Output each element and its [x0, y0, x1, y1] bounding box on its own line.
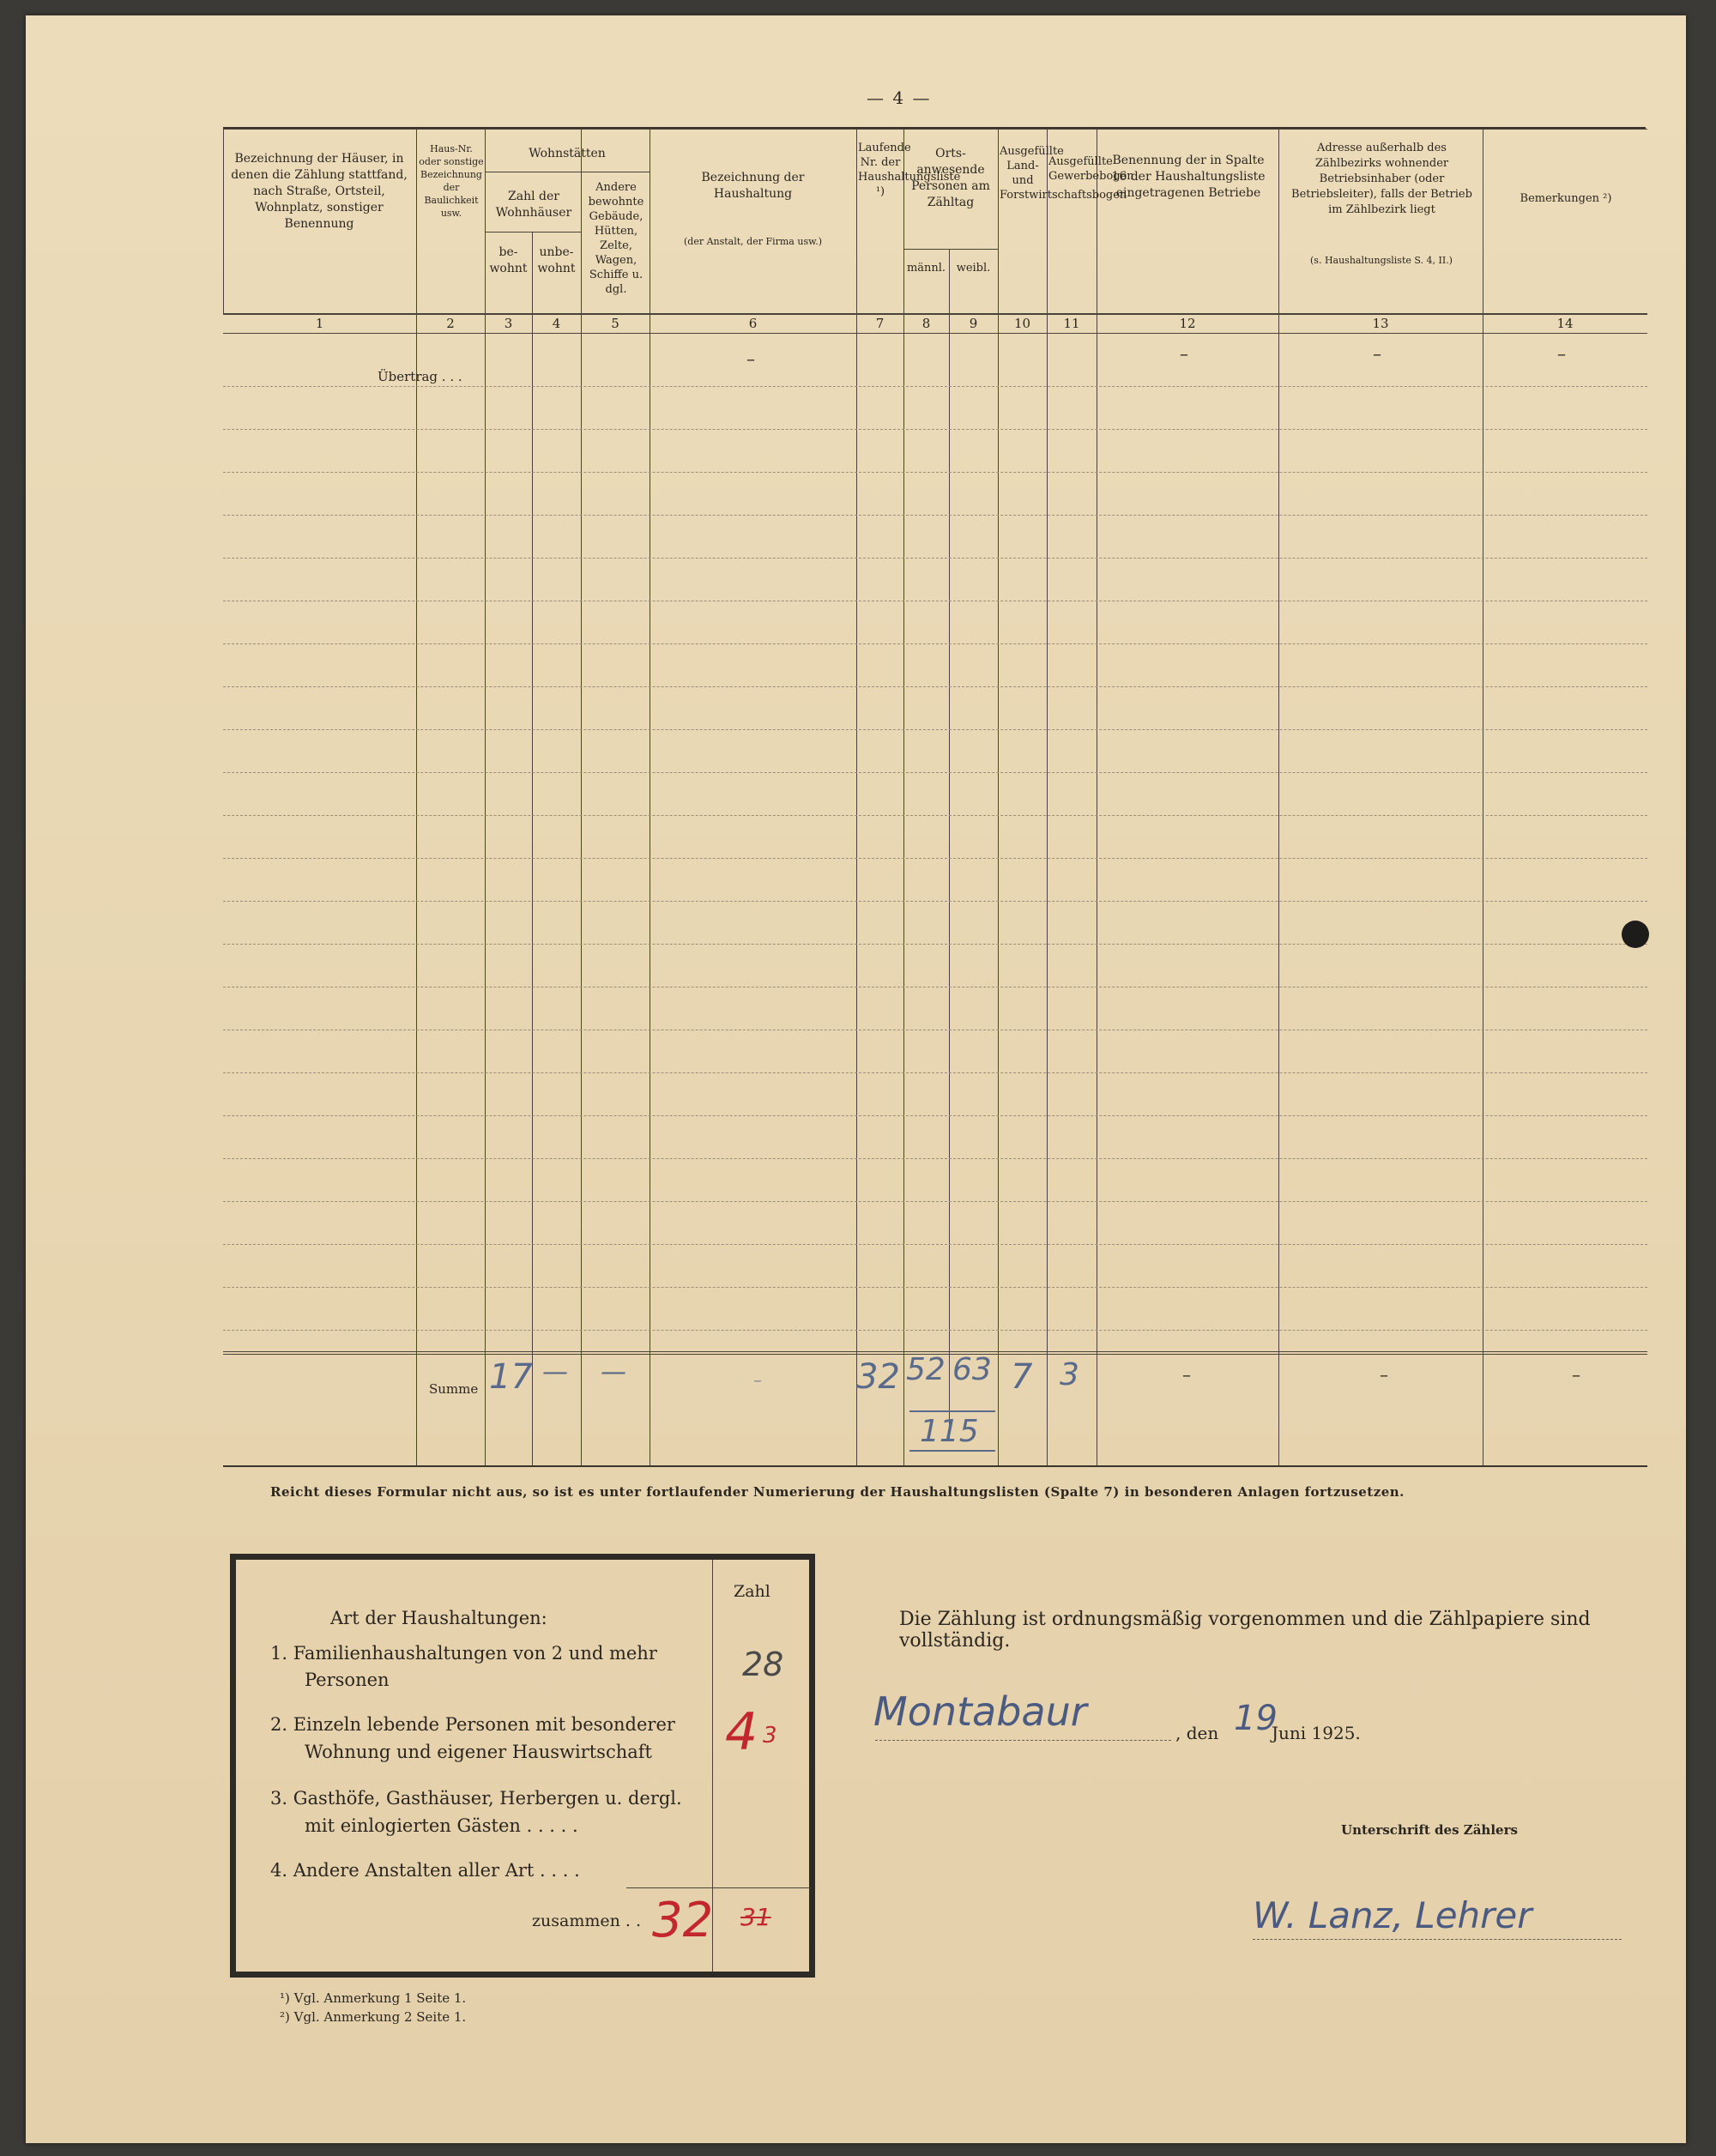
census-form-page — [26, 15, 1686, 2143]
total-struck-value: 31 — [740, 1903, 771, 1931]
ruled-row — [223, 815, 1647, 816]
col-number: 10 — [1013, 316, 1031, 331]
ortsanwesende-header: Orts-anwesende Personen am Zähltag — [911, 147, 990, 209]
col-5-header: Andere bewohnte Gebäude, Hütten, Zelte, Wagen, Schiffe u. dgl. — [588, 181, 644, 296]
summe-col9: 63 — [952, 1352, 992, 1387]
ruled-row — [223, 515, 1647, 516]
summe-col5: — — [601, 1357, 626, 1387]
col-line — [949, 249, 950, 1441]
place-handwritten: Montabaur — [873, 1688, 1087, 1735]
col-number: 2 — [446, 316, 455, 331]
ruled-row — [223, 858, 1647, 859]
row-line — [223, 129, 1647, 130]
ruled-row — [223, 944, 1647, 945]
col-number: 13 — [1372, 316, 1389, 331]
footnote-1: ¹) Vgl. Anmerkung 1 Seite 1. — [280, 1990, 467, 2006]
col-6-header: Bezeichnung der Haushaltung — [701, 171, 805, 201]
ruled-row — [223, 1244, 1647, 1245]
summe-label: Summe — [429, 1381, 479, 1397]
ruled-row — [223, 386, 1647, 387]
ruled-row — [223, 686, 1647, 687]
row-line — [485, 232, 581, 233]
sum-underline — [909, 1450, 995, 1452]
ruled-row — [223, 472, 1647, 473]
total-value: 32 — [652, 1893, 714, 1948]
item-2-struck-value: 3 — [763, 1723, 777, 1748]
ruled-row — [223, 1115, 1647, 1116]
uebertrag-col13: – — [1373, 343, 1381, 364]
continuation-notice: Reicht dieses Formular nicht aus, so ist es unter fortlaufender Numerierung der Haushaltungslisten (Spalte 7) in besonderen Anlagen fortzusetzen. — [270, 1484, 1405, 1500]
col-number: 7 — [875, 316, 885, 331]
month-year: Juni 1925. — [1272, 1723, 1361, 1743]
signature: W. Lanz, Lehrer — [1253, 1894, 1532, 1936]
ruled-row — [223, 729, 1647, 730]
ruled-row — [223, 1330, 1647, 1331]
uebertrag-col6: – — [746, 348, 755, 369]
summe-col8: 52 — [906, 1352, 946, 1387]
col-11-header: Ausgefüllte Gewerbebogen — [1048, 155, 1134, 183]
item-3-label: 3. Gasthöfe, Gasthäuser, Herbergen u. dergl. — [270, 1788, 682, 1809]
col-number: 9 — [969, 316, 978, 331]
col-number: 3 — [504, 316, 513, 331]
col-line — [532, 232, 533, 1467]
total-line — [626, 1887, 811, 1888]
wohnstaetten-header: Wohnstätten — [529, 147, 606, 160]
summe-col10: 7 — [1011, 1357, 1033, 1397]
summe-col13: – — [1380, 1364, 1388, 1385]
item-2-label-2: Wohnung und eigener Hauswirtschaft — [305, 1742, 652, 1762]
summe-col3: 17 — [489, 1357, 533, 1397]
item-4-label: 4. Andere Anstalten aller Art . . . . — [270, 1860, 580, 1881]
ruled-row — [223, 1072, 1647, 1073]
item-1-value: 28 — [742, 1646, 784, 1683]
punch-hole — [1622, 921, 1649, 948]
col-2-header: Haus-Nr. oder sonstige Bezeichnung der Baulichkeit usw. — [419, 143, 484, 219]
zahl-header: Zahl — [734, 1582, 770, 1601]
place-line — [875, 1740, 1171, 1741]
col-8-header: männl. — [906, 262, 946, 275]
row-line — [223, 333, 1647, 334]
col-1-header: Bezeichnung der Häuser, in denen die Zählung stattfand, nach Straße, Ortsteil, Wohnplatz, sonstiger Benennung — [231, 152, 408, 231]
col-9-header: weibl. — [956, 262, 991, 275]
certification-text: Die Zählung ist ordnungsmäßig vorgenommen und die Zählpapiere sind vollständig. — [899, 1609, 1591, 1652]
col-13-header: Adresse außerhalb des Zählbezirks wohnender Betriebsinhaber (oder Betriebsleiter), falls der Betrieb im Zählbezirk liegt — [1291, 142, 1472, 216]
col-14-header: Bemerkungen ²) — [1520, 192, 1612, 205]
col-12-header: Benennung der in Spalte 16 der Haushaltungsliste eingetragenen Betriebe — [1111, 154, 1266, 200]
summe-col7: 32 — [856, 1357, 900, 1397]
row-line — [903, 249, 998, 250]
sum-underline — [909, 1410, 995, 1412]
col-number: 1 — [315, 316, 324, 331]
col-number: 12 — [1179, 316, 1196, 331]
signature-label: Unterschrift des Zählers — [1341, 1822, 1518, 1838]
col-number: 6 — [748, 316, 758, 331]
ruled-row — [223, 429, 1647, 430]
col-6-subheader: (der Anstalt, der Firma usw.) — [683, 236, 822, 247]
item-1-label: 1. Familienhaushaltungen von 2 und mehr — [270, 1643, 657, 1664]
household-types-box — [230, 1554, 815, 1978]
summe-col11: 3 — [1060, 1357, 1079, 1392]
signature-line — [1253, 1939, 1622, 1940]
item-3-label-2: mit einlogierten Gästen . . . . . — [305, 1815, 578, 1836]
ruled-row — [223, 772, 1647, 773]
item-1-label-2: Personen — [305, 1670, 390, 1690]
census-table — [223, 129, 1647, 1467]
col-13-subheader: (s. Haushaltungsliste S. 4, II.) — [1310, 255, 1453, 266]
summe-col8-9-total: 115 — [920, 1414, 979, 1449]
col-10-header: Ausgefüllte Land- und Forstwirtschaftsbogen — [1000, 145, 1127, 202]
row-line — [223, 314, 1647, 315]
uebertrag-label: Übertrag . . . — [378, 369, 462, 384]
col-3-header: be-wohnt — [489, 245, 528, 275]
box-title: Art der Haushaltungen: — [330, 1608, 547, 1628]
summe-col4: — — [542, 1357, 568, 1387]
ruled-row — [223, 558, 1647, 559]
uebertrag-col12: – — [1180, 343, 1188, 364]
footnote-2: ²) Vgl. Anmerkung 2 Seite 1. — [280, 2009, 467, 2025]
col-number: 4 — [552, 316, 561, 331]
col-number: 5 — [611, 316, 619, 331]
ruled-row — [223, 1287, 1647, 1288]
date-prefix: , den — [1175, 1723, 1219, 1743]
col-4-header: unbe-wohnt — [537, 245, 576, 275]
col-line — [223, 129, 224, 313]
zahl-wohnhaeuser-header: Zahl der Wohnhäuser — [495, 190, 572, 220]
day-handwritten: 19 — [1234, 1699, 1278, 1738]
summe-col14: – — [1572, 1364, 1580, 1385]
col-number: 11 — [1063, 316, 1080, 331]
ruled-row — [223, 1201, 1647, 1202]
summe-col6: – — [753, 1369, 762, 1390]
col-number: 8 — [921, 316, 931, 331]
ruled-row — [223, 901, 1647, 902]
page-number: — 4 — — [867, 88, 932, 108]
col-7-header: Laufende Nr. der Haushaltungsliste ¹) — [858, 142, 961, 198]
item-2-label: 2. Einzeln lebende Personen mit besonderer — [270, 1714, 675, 1735]
item-2-value: 4 — [725, 1702, 758, 1762]
ruled-row — [223, 1158, 1647, 1159]
row-line — [223, 1465, 1647, 1467]
ruled-row — [223, 643, 1647, 644]
total-label: zusammen . . — [532, 1911, 641, 1930]
col-number: 14 — [1556, 316, 1574, 331]
uebertrag-col14: – — [1557, 343, 1566, 364]
summe-col12: – — [1182, 1364, 1191, 1385]
